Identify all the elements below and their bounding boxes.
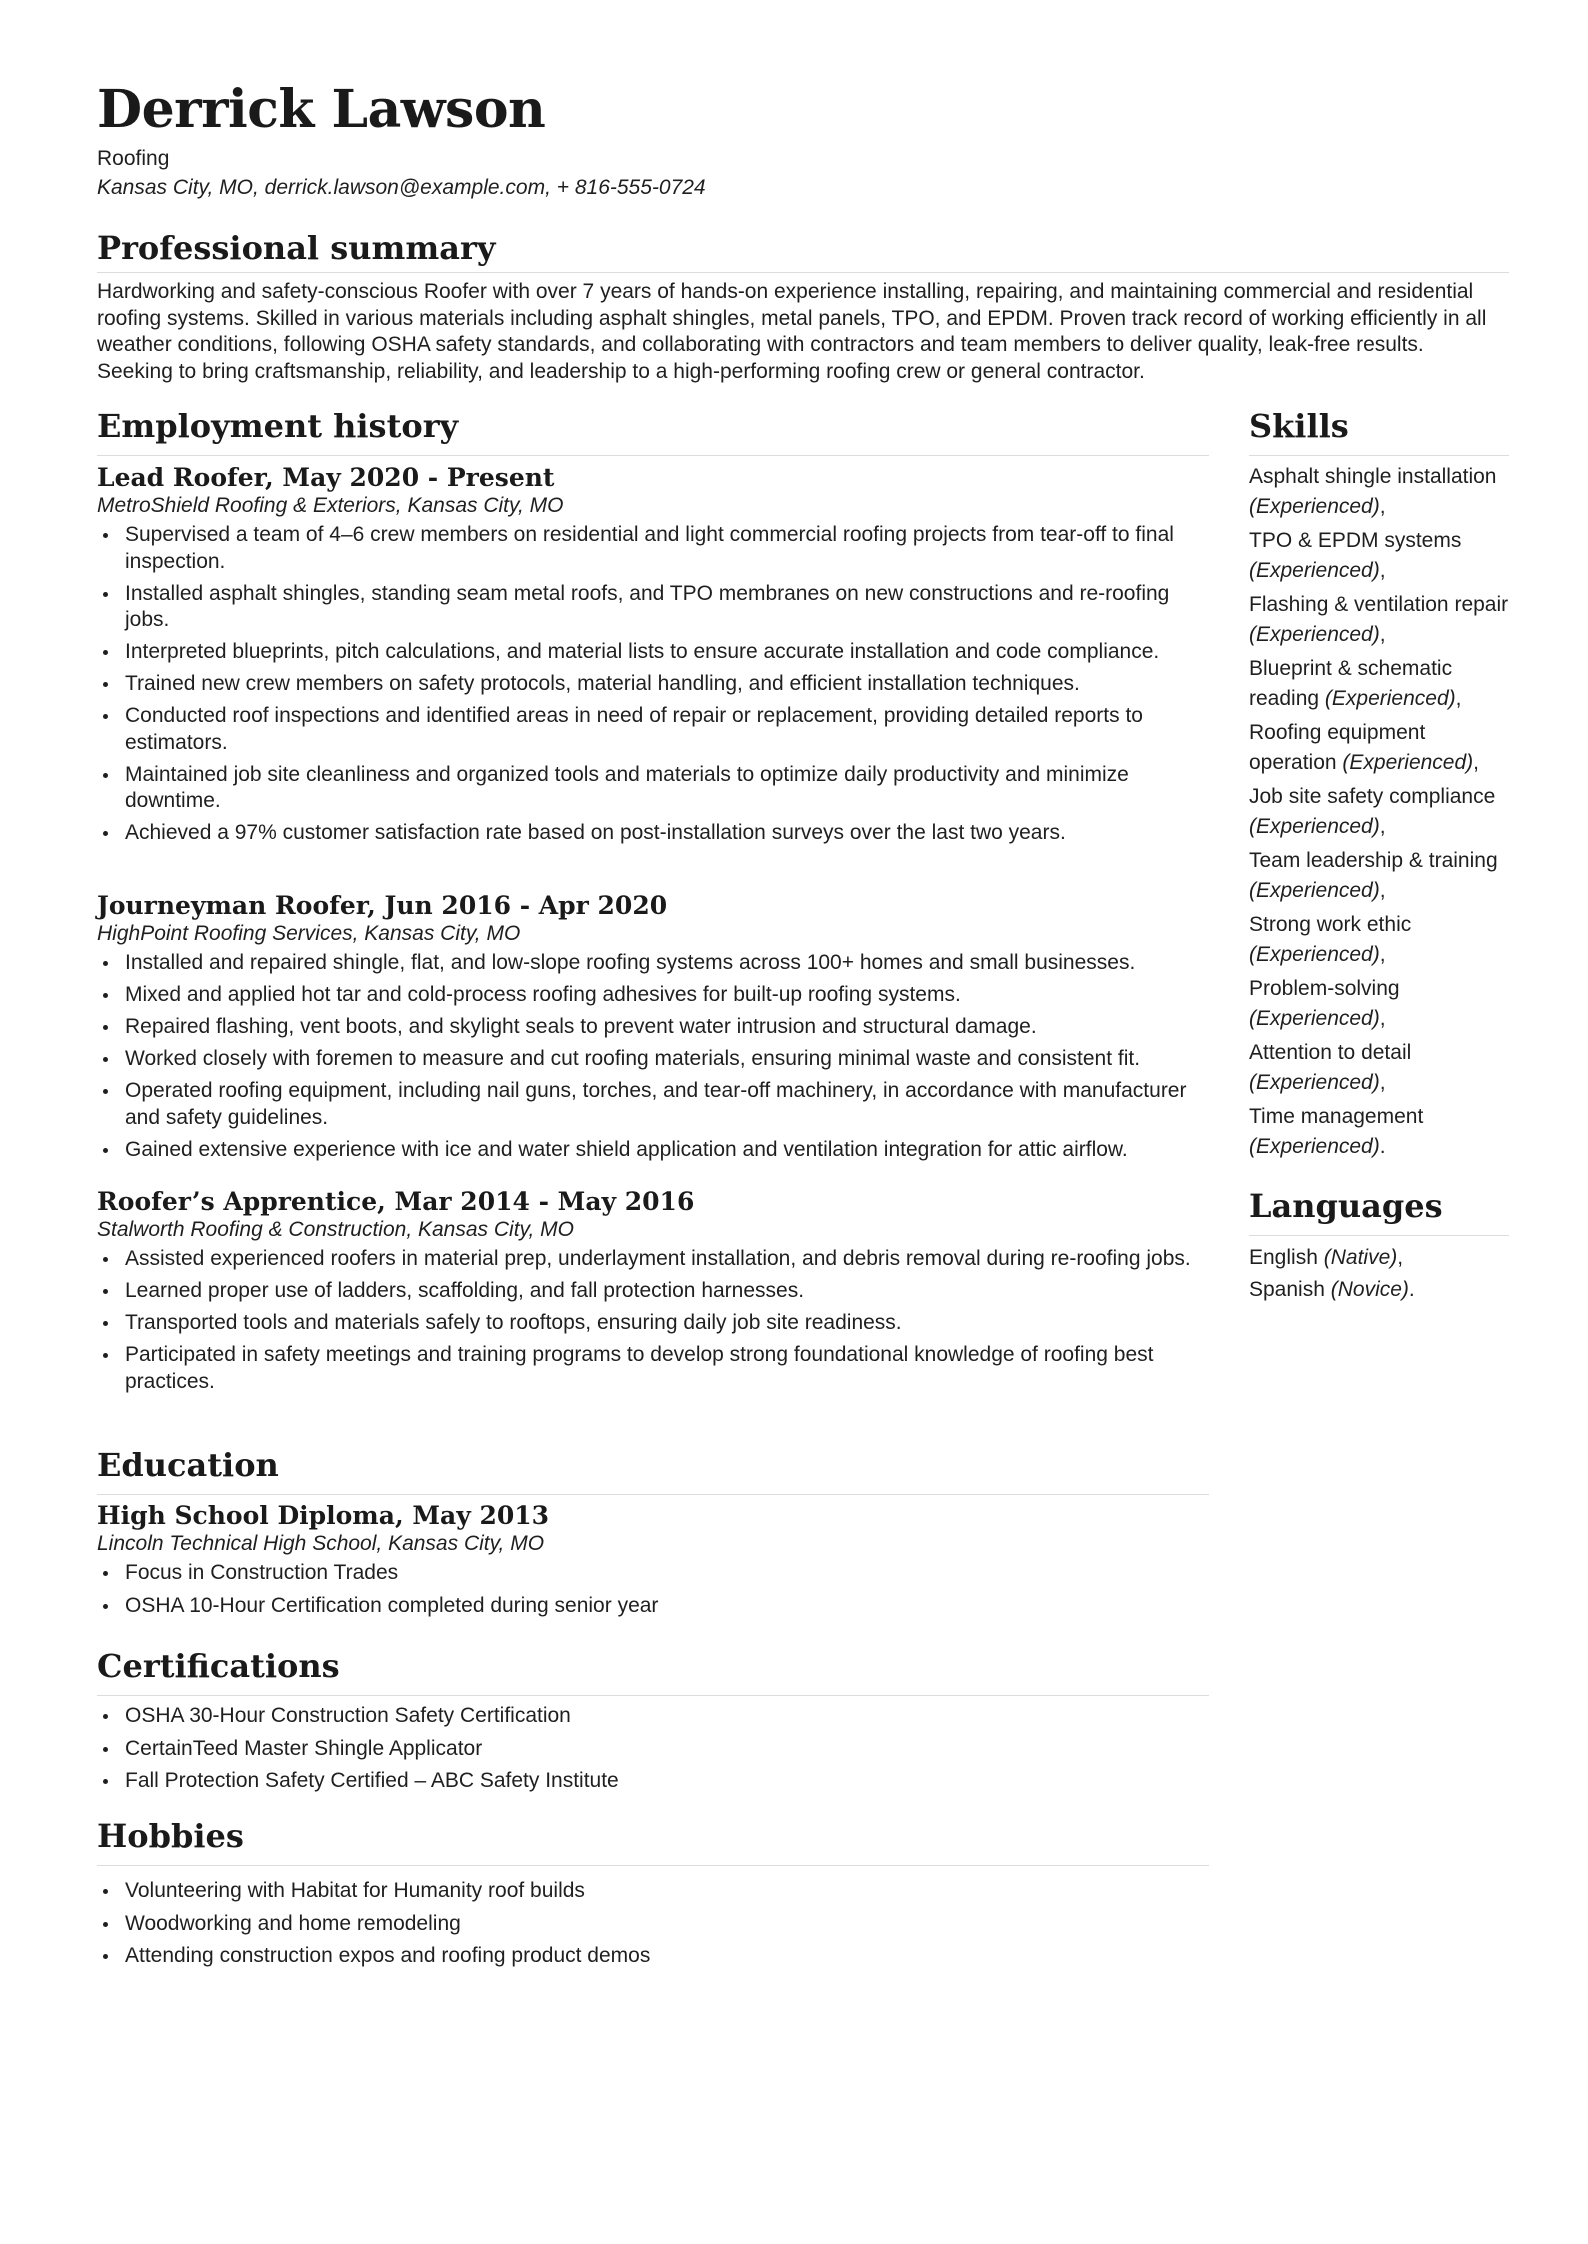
school-name: Lincoln Technical High School, Kansas City, MO (97, 1532, 545, 1555)
job-bullet: Worked closely with foremen to measure and cut roofing materials, ensuring minimal waste and consistent fit. (97, 1046, 1209, 1073)
language-name: English (1249, 1246, 1318, 1269)
job-company: Stalworth Roofing & Construction, Kansas City, MO (97, 1218, 574, 1241)
skill-separator: , (1379, 1071, 1386, 1094)
job-bullet: Mixed and applied hot tar and cold-process roofing adhesives for built-up roofing systems. (97, 982, 1209, 1009)
hobbies-bullets (97, 1878, 1209, 1970)
employment-divider (97, 455, 1209, 456)
certifications-divider (97, 1695, 1209, 1696)
languages-list (1249, 1242, 1509, 1306)
candidate-name: Derrick Lawson (97, 79, 546, 140)
language-name: Spanish (1249, 1278, 1325, 1301)
certifications-bullets (97, 1703, 1209, 1795)
education-bullet: Focus in Construction Trades (97, 1560, 1209, 1587)
language-separator: , (1397, 1246, 1404, 1269)
skill-item (1249, 718, 1509, 778)
skill-name: Strong work ethic (1249, 913, 1412, 936)
skill-item (1249, 1102, 1509, 1162)
skill-level: (Experienced) (1249, 1007, 1380, 1030)
hobbies-heading: Hobbies (97, 1817, 244, 1855)
job-bullet: Conducted roof inspections and identified areas in need of repair or replacement, providing detailed reports to estimators. (97, 703, 1209, 756)
candidate-subtitle: Roofing (97, 147, 170, 170)
job-bullet: Trained new crew members on safety protocols, material handling, and efficient installation techniques. (97, 671, 1209, 698)
education-divider (97, 1494, 1209, 1495)
skill-item (1249, 1038, 1509, 1098)
languages-heading: Languages (1249, 1187, 1443, 1225)
job-bullet: Operated roofing equipment, including nail guns, torches, and tear-off machinery, in accordance with manufacturer and safety guidelines. (97, 1078, 1209, 1131)
skill-separator: , (1379, 559, 1386, 582)
skill-name: Time management (1249, 1105, 1424, 1128)
skill-level: (Experienced) (1249, 943, 1380, 966)
hobby-item: Woodworking and home remodeling (97, 1911, 1209, 1938)
skill-separator: , (1455, 687, 1462, 710)
skills-divider (1249, 455, 1509, 456)
skill-name: TPO & EPDM systems (1249, 529, 1462, 552)
job-company: MetroShield Roofing & Exteriors, Kansas City, MO (97, 494, 564, 517)
job-bullet: Assisted experienced roofers in material prep, underlayment installation, and debris removal during re-roofing jobs. (97, 1246, 1209, 1273)
job-bullet: Achieved a 97% customer satisfaction rate based on post-installation surveys over the last two years. (97, 820, 1209, 847)
certification-item: OSHA 30-Hour Construction Safety Certification (97, 1703, 1209, 1730)
language-item (1249, 1274, 1509, 1306)
skill-item (1249, 910, 1509, 970)
skill-level: (Experienced) (1249, 1135, 1380, 1158)
skill-name: Team leadership & training (1249, 849, 1498, 872)
job-bullet: Repaired flashing, vent boots, and skylight seals to prevent water intrusion and structural damage. (97, 1014, 1209, 1041)
skill-item (1249, 590, 1509, 650)
job-bullet: Gained extensive experience with ice and water shield application and ventilation integration for attic airflow. (97, 1137, 1209, 1164)
skill-name: Problem-solving (1249, 977, 1400, 1000)
skill-item (1249, 654, 1509, 714)
language-separator: . (1408, 1278, 1415, 1301)
degree-title: High School Diploma, May 2013 (97, 1501, 550, 1530)
job-entry (97, 1186, 1209, 1401)
hobbies-divider (97, 1865, 1209, 1866)
skill-item (1249, 462, 1509, 522)
language-level: (Novice) (1330, 1278, 1409, 1301)
skill-name: Job site safety compliance (1249, 785, 1496, 808)
summary-heading: Professional summary (97, 229, 496, 267)
summary-text: Hardworking and safety-conscious Roofer with over 7 years of hands-on experience installing, repairing, and maintaining commercial and residential roofing systems. Skilled in various materials including asphalt shingles, metal panels, TPO, and EPDM. Proven track record of working efficiently in all weather conditions, following OSHA safety standards, and collaborating with contractors and team members to deliver quality, leak-free results. Seeking to bring craftsmanship, reliability, and leadership to a high-performing roofing crew or general contractor. (97, 280, 1487, 383)
skills-heading: Skills (1249, 407, 1349, 445)
job-bullet: Supervised a team of 4–6 crew members on residential and light commercial roofing projects from tear-off to final inspection. (97, 522, 1209, 575)
job-bullet: Participated in safety meetings and training programs to develop strong foundational knowledge of roofing best practices. (97, 1342, 1209, 1395)
education-bullet: OSHA 10-Hour Certification completed during senior year (97, 1593, 1209, 1620)
job-title: Roofer’s Apprentice, Mar 2014 - May 2016 (97, 1187, 695, 1216)
skill-item (1249, 974, 1509, 1034)
job-entry (97, 890, 1209, 1169)
hobby-item: Attending construction expos and roofing product demos (97, 1943, 1209, 1970)
languages-divider (1249, 1235, 1509, 1236)
skill-separator: , (1379, 879, 1386, 902)
skill-item (1249, 526, 1509, 586)
job-bullet: Interpreted blueprints, pitch calculations, and material lists to ensure accurate installation and code compliance. (97, 639, 1209, 666)
contact-info: Kansas City, MO, derrick.lawson@example.com, + 816-555-0724 (97, 176, 706, 199)
job-entry (97, 462, 1209, 852)
skill-separator: , (1379, 1007, 1386, 1030)
skill-separator: . (1379, 1135, 1386, 1158)
education-entry (97, 1500, 1209, 1625)
certification-item: Fall Protection Safety Certified – ABC Safety Institute (97, 1768, 1209, 1795)
hobbies-list (97, 1875, 1209, 1976)
skill-name: Asphalt shingle installation (1249, 465, 1497, 488)
skill-level: (Experienced) (1249, 879, 1380, 902)
skill-separator: , (1473, 751, 1479, 774)
language-level: (Native) (1323, 1246, 1398, 1269)
hobby-item: Volunteering with Habitat for Humanity roof builds (97, 1878, 1209, 1905)
job-bullets (97, 1246, 1209, 1395)
job-bullet: Maintained job site cleanliness and organized tools and materials to optimize daily productivity and minimize downtime. (97, 762, 1209, 815)
job-bullets (97, 522, 1209, 847)
education-bullets (97, 1560, 1209, 1619)
job-company: HighPoint Roofing Services, Kansas City, MO (97, 922, 521, 945)
certifications-heading: Certifications (97, 1647, 340, 1685)
job-title: Lead Roofer, May 2020 - Present (97, 463, 555, 492)
skill-level: (Experienced) (1249, 1071, 1380, 1094)
skill-separator: , (1379, 943, 1386, 966)
employment-heading: Employment history (97, 407, 459, 445)
job-bullets (97, 950, 1209, 1163)
job-bullet: Installed asphalt shingles, standing seam metal roofs, and TPO membranes on new constructions and re-roofing jobs. (97, 581, 1209, 634)
education-heading: Education (97, 1446, 279, 1484)
skill-separator: , (1379, 495, 1386, 518)
skill-name: Blueprint & schematic reading (1249, 657, 1453, 710)
skill-name: Attention to detail (1249, 1041, 1412, 1064)
job-bullet: Transported tools and materials safely to rooftops, ensuring daily job site readiness. (97, 1310, 1209, 1337)
job-bullet: Learned proper use of ladders, scaffolding, and fall protection harnesses. (97, 1278, 1209, 1305)
job-title: Journeyman Roofer, Jun 2016 - Apr 2020 (97, 891, 668, 920)
skill-separator: , (1379, 815, 1386, 838)
skill-level: (Experienced) (1249, 559, 1380, 582)
skill-level: (Experienced) (1249, 815, 1380, 838)
skill-level: (Experienced) (1324, 687, 1456, 710)
job-bullet: Installed and repaired shingle, flat, and low-slope roofing systems across 100+ homes and small businesses. (97, 950, 1209, 977)
skills-list (1249, 462, 1509, 1166)
skill-level: (Experienced) (1249, 623, 1380, 646)
skill-level: (Experienced) (1249, 495, 1380, 518)
skill-name: Roofing equipment operation (1249, 721, 1426, 774)
skill-name: Flashing & ventilation repair (1249, 593, 1509, 616)
certification-item: CertainTeed Master Shingle Applicator (97, 1736, 1209, 1763)
certifications-list (97, 1700, 1209, 1801)
skill-item (1249, 782, 1509, 842)
language-item (1249, 1242, 1509, 1274)
skill-separator: , (1379, 623, 1386, 646)
skill-level: (Experienced) (1342, 751, 1474, 774)
skill-item (1249, 846, 1509, 906)
summary-divider (97, 272, 1509, 273)
